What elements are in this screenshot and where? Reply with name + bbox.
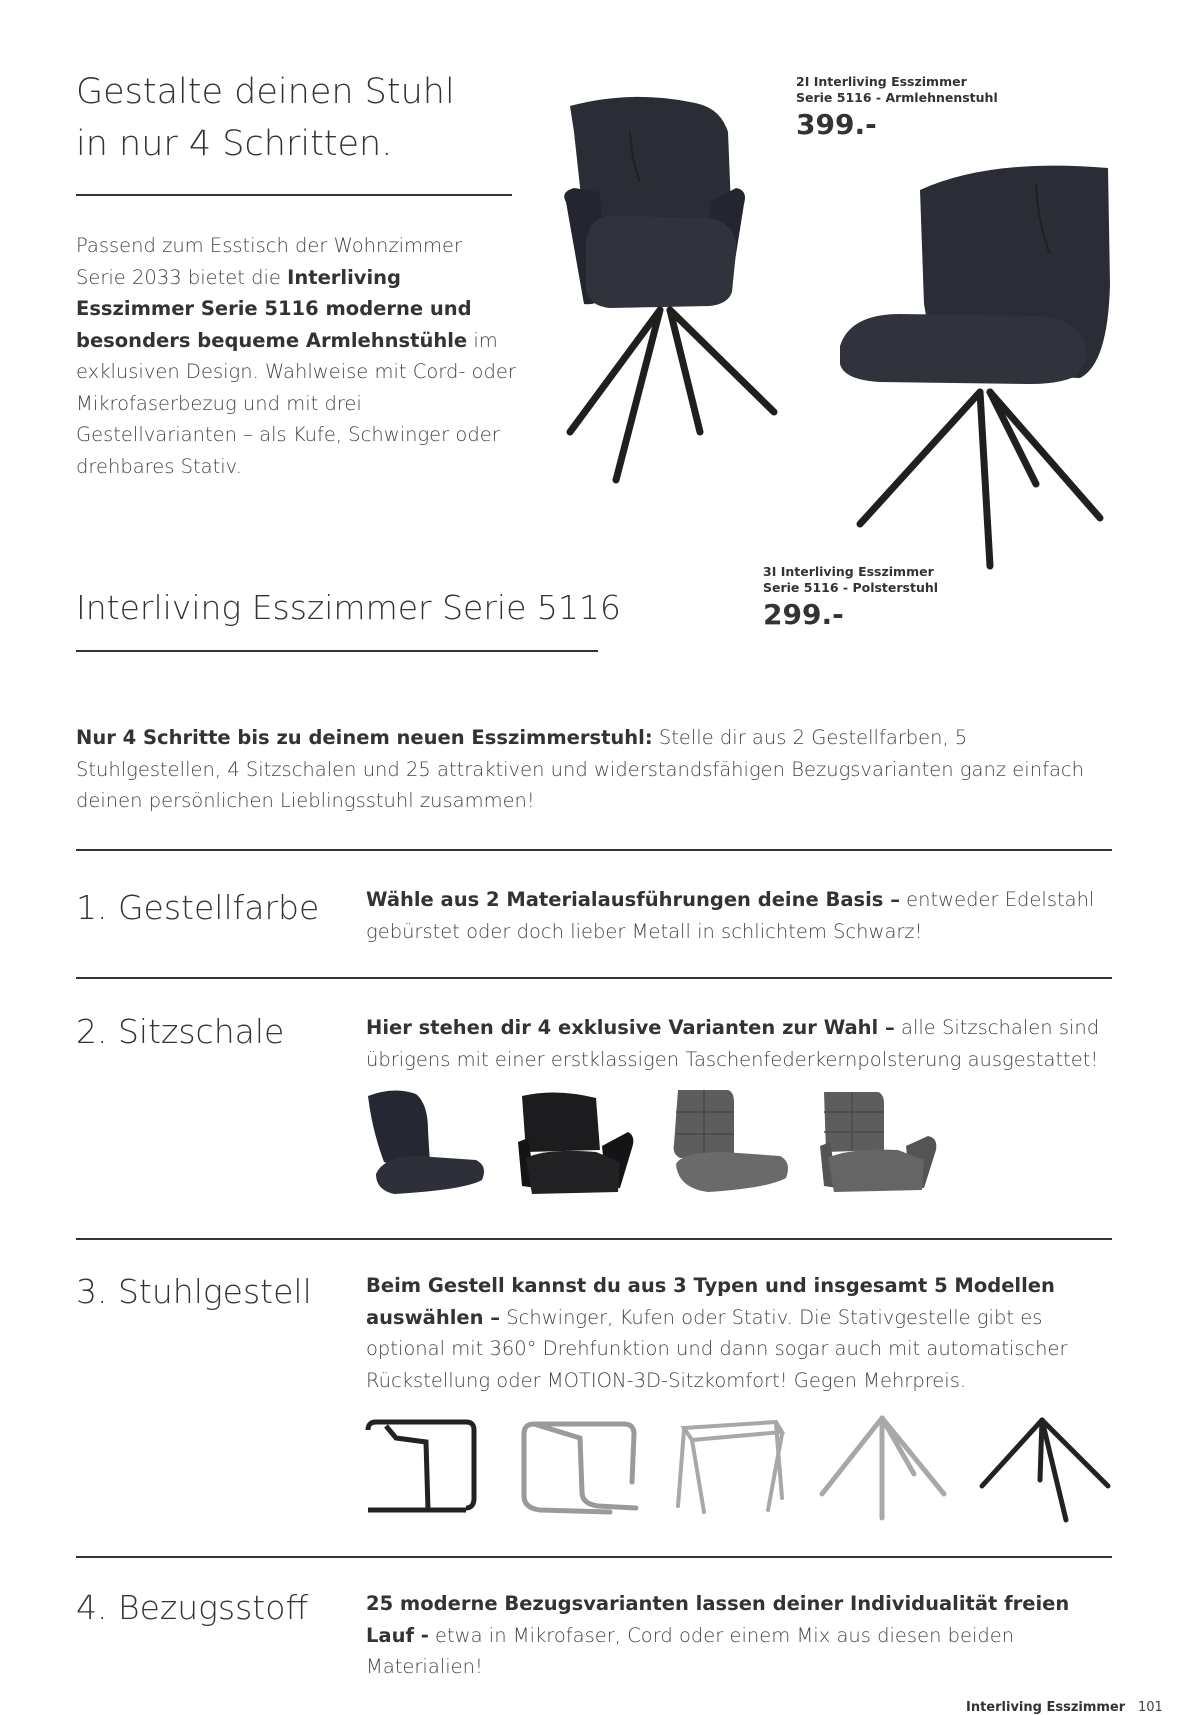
step-2-heading: 2. Sitzschale: [76, 1012, 285, 1051]
frame-star-black-image: [978, 1416, 1112, 1522]
section-divider-1: [76, 849, 1112, 851]
intro-text-1: Passend zum Esstisch der Wohnzimmer Serie 2033 bietet die: [76, 234, 463, 289]
step-3-body: Schwinger, Kufen oder Stativ. Die Stativgestelle gibt es optional mit 360° Drehfunktion und dann sogar auch mit automatischer Rückstellung oder MOTION-3D-Sitzkomfort! Gegen Mehrpreis.: [366, 1305, 1068, 1392]
armchair-image: [560, 92, 820, 492]
step-4-heading: 4. Bezugsstoff: [76, 1588, 309, 1627]
seat-shell-2-image: [516, 1092, 638, 1198]
footer-brand: Interliving Esszimmer: [966, 1700, 1126, 1715]
price-armchair: 399.-: [796, 108, 877, 141]
product-label-line-1: 2I Interliving Esszimmer: [796, 74, 967, 89]
step-4-text: [366, 1588, 1118, 1683]
step-1-text: [366, 884, 1118, 947]
product-label-side-chair: [763, 564, 983, 596]
section-divider-2: [76, 977, 1112, 979]
seat-shell-1-image: [364, 1090, 490, 1196]
title-divider: [76, 194, 512, 196]
step-4-bold: 25 moderne Bezugsvarianten lassen deiner Individualität freien Lauf -: [366, 1592, 1070, 1647]
frame-cantilever-image: [366, 1418, 486, 1518]
step-3-bold: Beim Gestell kannst du aus 3 Typen und insgesamt 5 Modellen auswählen –: [366, 1274, 1055, 1329]
step-1-body: entweder Edelstahl gebürstet oder doch lieber Metall in schlichtem Schwarz!: [366, 888, 1095, 943]
section-divider-4: [76, 1556, 1112, 1558]
frame-star-steel-image: [818, 1414, 948, 1520]
step-3-heading: 3. Stuhlgestell: [76, 1272, 312, 1311]
side-chair-image: [840, 164, 1130, 574]
product-label-line-2: Serie 5116 - Polsterstuhl: [763, 580, 939, 595]
step-3-text: [366, 1270, 1118, 1396]
intro-bold: Interliving Esszimmer Serie 5116 moderne und besonders bequeme Armlehnstühle: [76, 265, 472, 352]
series-title: Interliving Esszimmer Serie 5116: [76, 588, 621, 627]
product-label-line-1: 3I Interliving Esszimmer: [763, 564, 934, 579]
lead-bold: Nur 4 Schritte bis zu deinem neuen Esszimmerstuhl:: [76, 726, 653, 749]
page-number: 101: [1138, 1700, 1163, 1715]
intro-text-2: im exklusiven Design. Wahlweise mit Cord- oder Mikrofaserbezug und mit drei Gestellvarianten – als Kufe, Schwinger oder drehbares Stativ.: [76, 328, 516, 478]
series-divider: [76, 650, 598, 652]
step-1-bold: Wähle aus 2 Materialausführungen deine Basis –: [366, 888, 900, 911]
step-1-heading: 1. Gestellfarbe: [76, 888, 320, 927]
step-2-text: [366, 1012, 1118, 1075]
lead-text: Stelle dir aus 2 Gestellfarben, 5 Stuhlgestellen, 4 Sitzschalen und 25 attraktiven und widerstandsfähigen Bezugsvarianten ganz einfach deinen persönlichen Lieblingsstuhl zusammen!: [76, 726, 1084, 812]
intro-paragraph: [76, 230, 516, 482]
step-2-body: alle Sitzschalen sind übrigens mit einer erstklassigen Taschenfederkernpolsterung ausgestattet!: [366, 1016, 1100, 1071]
price-side-chair: 299.-: [763, 598, 844, 631]
lead-paragraph: [76, 722, 1116, 817]
step-4-body: etwa in Mikrofaser, Cord oder einem Mix aus diesen beiden Materialien!: [366, 1623, 1015, 1678]
seat-shell-4-image: [818, 1088, 940, 1194]
product-label-armchair: [796, 74, 1016, 106]
product-label-line-2: Serie 5116 - Armlehnenstuhl: [796, 90, 998, 105]
frame-four-leg-image: [670, 1418, 790, 1514]
page-title: [76, 66, 516, 170]
title-line-1: Gestalte deinen Stuhl: [76, 72, 455, 112]
frame-skid-image: [520, 1420, 642, 1520]
title-line-2: in nur 4 Schritten.: [76, 124, 393, 164]
seat-shell-3-image: [668, 1088, 794, 1194]
step-2-bold: Hier stehen dir 4 exklusive Varianten zur Wahl –: [366, 1016, 895, 1039]
section-divider-3: [76, 1238, 1112, 1240]
